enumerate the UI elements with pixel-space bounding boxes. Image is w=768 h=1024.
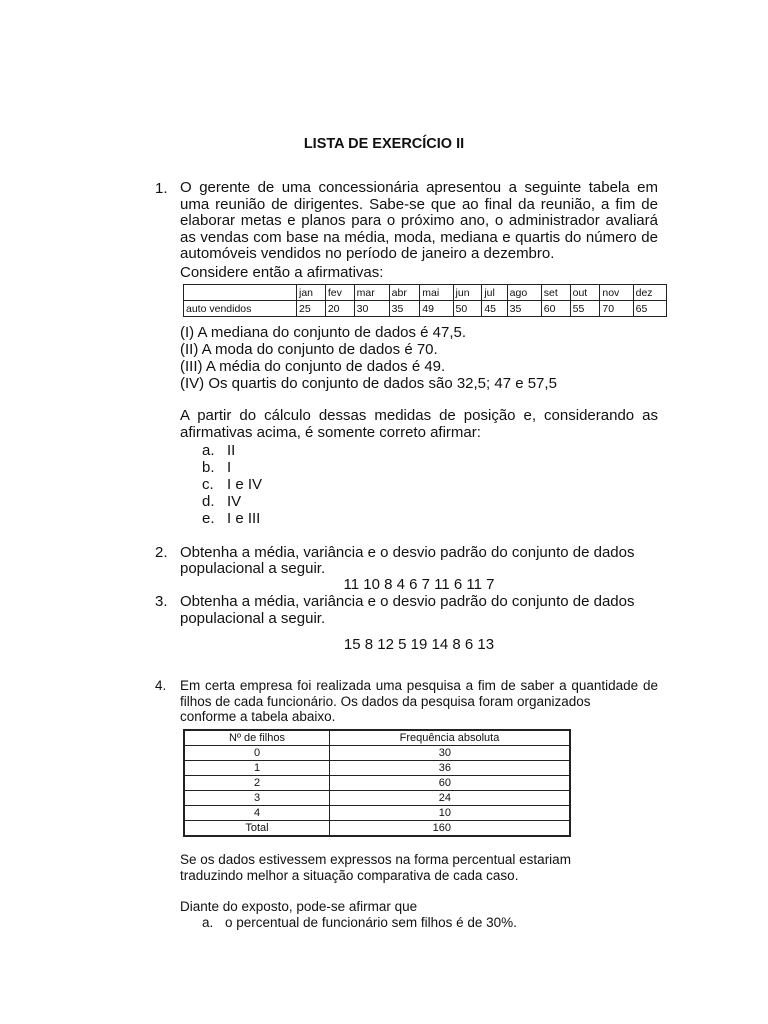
statement-1: (I) A mediana do conjunto de dados é 47,5. [180,324,467,341]
freq-row [184,761,570,776]
sales-table-values-row [184,301,667,317]
question-1-prompt: A partir do cálculo dessas medidas de posição e, considerando as afirmativas acima, é somente correto afirmar: [180,407,658,441]
question-1-text [180,180,658,263]
question-4-after: Se os dados estivessem expressos na forma percentual estariam [180,852,571,867]
month-header: out [570,285,600,301]
month-header: dez [633,285,666,301]
question-2-data: 11 10 8 4 6 7 11 6 11 7 [343,576,495,593]
freq-children-cell: 1 [184,761,330,776]
statement-2: (II) A moda do conjunto de dados é 70. [180,341,438,358]
freq-row [184,776,570,791]
freq-total-row [184,821,570,837]
sales-value: 25 [297,301,326,317]
question-1-body: O gerente de uma concessionária apresentou a seguinte tabela em uma reunião de dirigentes. Sabe-se que ao final da reunião, a fim de elaborar metas e planos para o próximo ano, o administrador avaliará as vendas com base na média, moda, mediana e quartis do número de automóveis vendidos no período de janeiro a dezembro. [180,179,658,263]
row-label: auto vendidos [184,301,297,317]
month-header: fev [325,285,354,301]
freq-value-cell: 60 [330,776,571,791]
freq-total-label: Total [184,821,330,837]
month-header: jan [297,285,326,301]
month-header: set [541,285,570,301]
question-4-number: 4. [155,678,167,693]
statement-3: (III) A média do conjunto de dados é 49. [180,358,446,375]
question-2-number: 2. [155,544,168,561]
option-text: I [227,459,232,476]
question-4-conclusion: Diante do exposto, pode-se afirmar que [180,899,418,914]
option-text: o percentual de funcionário sem filhos é de 30%. [225,915,517,930]
freq-row [184,746,570,761]
sales-value: 20 [325,301,354,317]
option-letter: d. [202,493,215,510]
question-2-text-2: populacional a seguir. [180,560,326,577]
question-2-text: Obtenha a média, variância e o desvio padrão do conjunto de dados [180,544,635,561]
month-header: mar [354,285,389,301]
sales-value: 70 [600,301,633,317]
month-header: jun [453,285,482,301]
page-title: LISTA DE EXERCÍCIO II [303,136,465,152]
sales-value: 60 [541,301,570,317]
option-text: I e III [227,510,261,527]
sales-value: 50 [453,301,482,317]
freq-value-cell: 10 [330,806,571,821]
freq-total-value: 160 [330,821,571,837]
freq-children-cell: 3 [184,791,330,806]
question-4-after-last: traduzindo melhor a situação comparativa de cada caso. [180,868,519,883]
option-text: IV [227,493,242,510]
month-header: jul [482,285,507,301]
freq-value-cell: 30 [330,746,571,761]
sales-value: 49 [420,301,453,317]
sales-value: 35 [507,301,541,317]
month-header: ago [507,285,541,301]
freq-header-children: Nº de filhos [184,730,330,746]
sales-value: 65 [633,301,666,317]
option-letter: a. [202,915,214,930]
question-3-text-2: populacional a seguir. [180,610,326,627]
option-letter: c. [202,476,214,493]
sales-value: 45 [482,301,507,317]
question-3-text: Obtenha a média, variância e o desvio padrão do conjunto de dados [180,593,635,610]
option-text: II [227,442,236,459]
sales-table-corner [184,285,297,301]
sales-table [183,284,667,317]
option-letter: e. [202,510,215,527]
question-4-text: Em certa empresa foi realizada uma pesquisa a fim de saber a quantidade de filhos de cada funcionário. Os dados da pesquisa foram organizados [180,678,658,709]
month-header: nov [600,285,633,301]
freq-row [184,806,570,821]
option-letter: b. [202,459,215,476]
sales-value: 35 [389,301,420,317]
option-letter: a. [202,442,215,459]
sales-table-header-row [184,285,667,301]
sales-value: 30 [354,301,389,317]
freq-children-cell: 0 [184,746,330,761]
statement-4: (IV) Os quartis do conjunto de dados são 32,5; 47 e 57,5 [180,375,557,392]
question-1-number: 1. [155,180,168,197]
question-1-text-last: Considere então a afirmativas: [180,264,384,281]
freq-children-cell: 2 [184,776,330,791]
month-header: abr [389,285,420,301]
sales-value: 55 [570,301,600,317]
freq-children-cell: 4 [184,806,330,821]
question-4-text-last: conforme a tabela abaixo. [180,709,336,724]
freq-value-cell: 24 [330,791,571,806]
question-3-number: 3. [155,593,168,610]
freq-header-frequency: Frequência absoluta [330,730,571,746]
month-header: mai [420,285,453,301]
children-frequency-table [183,729,571,837]
option-text: I e IV [227,476,263,493]
freq-value-cell: 36 [330,761,571,776]
question-3-data: 15 8 12 5 19 14 8 6 13 [343,636,495,653]
freq-header-row [184,730,570,746]
freq-row [184,791,570,806]
